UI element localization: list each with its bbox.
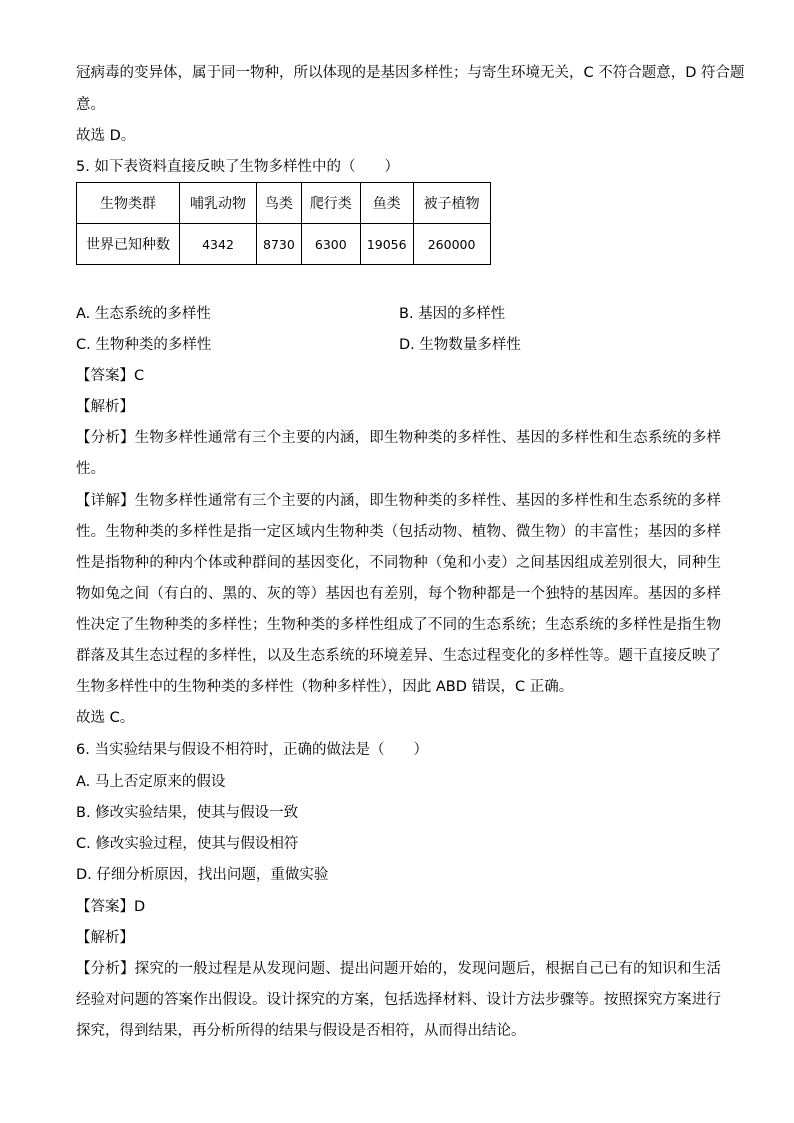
table-header-cell: 鸟类	[257, 183, 302, 224]
table-header-cell: 爬行类	[301, 183, 360, 224]
table-row	[77, 224, 491, 265]
intro-line-1: 冠病毒的变异体，属于同一物种，所以体现的是基因多样性；与寄生环境无关，C 不符合题意，D 符合题	[76, 65, 745, 81]
question-5-option-c: C. 生物种类的多样性	[76, 337, 212, 353]
question-6-stem: 6. 当实验结果与假设不相符时，正确的做法是（ ）	[76, 742, 428, 758]
question-6-option-a: A. 马上否定原来的假设	[76, 774, 226, 790]
question-5-option-a: A. 生态系统的多样性	[76, 306, 211, 322]
table-cell: 4342	[180, 224, 257, 265]
question-6-analysis-title: 【解析】	[76, 930, 134, 946]
table-cell: 19056	[360, 224, 413, 265]
question-5-analysis-fenxi: 【分析】生物多样性通常有三个主要的内涵，即生物种类的多样性、基因的多样性和生态系统的多样性。	[76, 430, 721, 477]
question-6-option-c: C. 修改实验过程，使其与假设相符	[76, 836, 299, 852]
question-5-conclusion: 故选 C。	[76, 710, 135, 726]
question-5-analysis-detail: 【详解】生物多样性通常有三个主要的内涵，即生物种类的多样性、基因的多样性和生态系统的多样性。生物种类的多样性是指一定区域内生物种类（包括动物、植物、微生物）的丰富性；基因的多样性是指物种的种内个体或种群间的基因变化，不同物种（兔和小麦）之间基因组成差别很大，同种生物如兔之间（有白的、黑的、灰的等）基因也有差别，每个物种都是一个独特的基因库。基因的多样性决定了生物种类的多样性；生物种类的多样性组成了不同的生态系统；生态系统的多样性是指生物群落及其生态过程的多样性，以及生态系统的环境差异、生态过程变化的多样性等。题干直接反映了生物多样性中的生物种类的多样性（物种多样性），因此 ABD 错误，C 正确。	[76, 493, 721, 695]
table-header-cell: 被子植物	[413, 183, 490, 224]
question-5-stem: 5. 如下表资料直接反映了生物多样性中的（ ）	[76, 159, 399, 175]
table-cell: 8730	[257, 224, 302, 265]
question-5-analysis-title: 【解析】	[76, 399, 134, 415]
table-cell: 260000	[413, 224, 490, 265]
table-header-cell: 生物类群	[77, 183, 180, 224]
table-header-row	[77, 183, 491, 224]
question-6-option-b: B. 修改实验结果，使其与假设一致	[76, 805, 299, 821]
intro-line-2: 意。	[76, 97, 105, 113]
question-5-option-d: D. 生物数量多样性	[399, 337, 521, 353]
question-5-option-b: B. 基因的多样性	[399, 306, 506, 322]
table-header-cell: 鱼类	[360, 183, 413, 224]
question-6-option-d: D. 仔细分析原因，找出问题，重做实验	[76, 867, 329, 883]
table-cell: 世界已知种数	[77, 224, 180, 265]
table-cell: 6300	[301, 224, 360, 265]
species-count-table	[76, 182, 491, 265]
intro-conclusion: 故选 D。	[76, 128, 136, 144]
question-6-analysis-fenxi: 【分析】探究的一般过程是从发现问题、提出问题开始的，发现问题后，根据自己已有的知识和生活经验对问题的答案作出假设。设计探究的方案，包括选择材料、设计方法步骤等。按照探究方案进行探究，得到结果，再分析所得的结果与假设是否相符，从而得出结论。	[76, 961, 721, 1039]
question-6-answer: 【答案】D	[76, 899, 146, 915]
table-header-cell: 哺乳动物	[180, 183, 257, 224]
question-5-answer: 【答案】C	[76, 368, 145, 384]
